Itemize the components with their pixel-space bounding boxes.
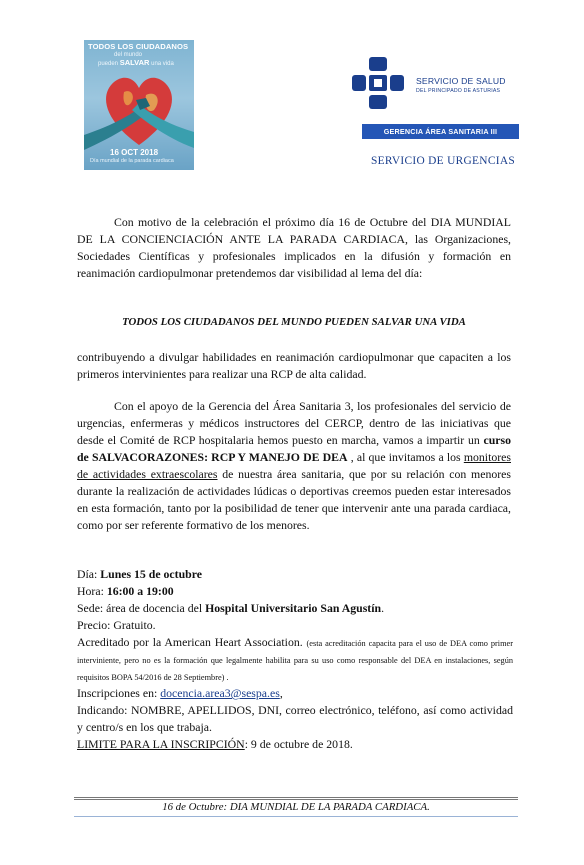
registration-label: Inscripciones en: bbox=[77, 686, 161, 700]
course-name: curso de SALVACORAZONES: RCP Y MANEJO DE DEA bbox=[77, 433, 511, 464]
paragraph-intro: Con motivo de la celebración el próximo día 16 de Octubre del DIA MUNDIAL DE LA CONCIENCIACIÓN ANTE LA PARADA CARDIACA, las Organizaciones, Sociedades Científicas y profesionales implicados en la difusión y formación en reanimación cardiopulmonar pretendemos dar visibilidad al lema del día: bbox=[77, 215, 511, 280]
logo-line-2: DEL PRINCIPADO DE ASTURIAS bbox=[416, 88, 501, 94]
poster-subtitle bbox=[88, 52, 192, 68]
info-registration bbox=[77, 685, 513, 702]
service-title: SERVICIO DE URGENCIAS bbox=[371, 155, 515, 167]
course-info bbox=[77, 566, 513, 753]
poster-footer-line: Día mundial de la parada cardiaca bbox=[90, 158, 174, 164]
info-venue bbox=[77, 600, 513, 617]
venue-label: Sede: área de docencia del bbox=[77, 601, 206, 615]
poster-sub-line-2 bbox=[88, 59, 192, 68]
info-day bbox=[77, 566, 513, 583]
venue-value: Hospital Universitario San Agustín bbox=[205, 601, 382, 615]
course-text-c: , al que invitamos a los bbox=[347, 450, 464, 464]
accreditation-note: (esta acreditación capacita para el uso de DEA como primer interviniente, pero no es la formación que legalmente habilita para su uso como responsable del DEA en instalaciones, según requisitos BOPA 54/2016 de 28 Septiembre) . bbox=[77, 639, 514, 682]
footer-rule-bottom bbox=[74, 816, 518, 817]
poster-sub-bold: SALVAR bbox=[119, 58, 150, 67]
course-target-audience: monitores de actividades extraescolares bbox=[77, 450, 511, 481]
info-deadline bbox=[77, 736, 513, 753]
poster-sub-post: una vida bbox=[151, 61, 174, 67]
gerencia-banner: GERENCIA ÁREA SANITARIA III bbox=[362, 124, 519, 139]
course-text-e: de nuestra área sanitaria, que por su relación con menores durante la realización de actividades lúdicas o deportivas creemos pueden estar interesados en esta formación, tanto por la posibilidad de tener que intervenir ante una parada cardiaca, como por ser referente formativo de los menores. bbox=[77, 467, 511, 532]
info-time bbox=[77, 583, 513, 600]
venue-end: . bbox=[381, 601, 385, 615]
sespa-logo-icon bbox=[352, 57, 404, 109]
registration-end: , bbox=[279, 686, 283, 700]
paragraph-course bbox=[77, 398, 511, 534]
info-accreditation bbox=[77, 634, 513, 685]
footer-text: 16 de Octubre: DIA MUNDIAL DE LA PARADA CARDIACA. bbox=[162, 801, 430, 813]
campaign-poster bbox=[84, 40, 194, 170]
motto: TODOS LOS CIUDADANOS DEL MUNDO PUEDEN SALVAR UNA VIDA bbox=[122, 316, 466, 328]
poster-date: 16 OCT 2018 bbox=[110, 148, 159, 157]
day-value: Lunes 15 de octubre bbox=[100, 567, 202, 581]
time-label: Hora: bbox=[77, 584, 107, 598]
paragraph-purpose: contribuyendo a divulgar habilidades en reanimación cardiopulmonar que capaciten a los primeros intervinientes para realizar una RCP de alta calidad. bbox=[77, 350, 511, 381]
info-price: Precio: Gratuito. bbox=[77, 618, 156, 632]
poster-title: TODOS LOS CIUDADANOS bbox=[88, 42, 189, 51]
footer-rule-top bbox=[74, 797, 518, 798]
poster-sub-pre: pueden bbox=[98, 61, 119, 67]
time-value: 16:00 a 19:00 bbox=[106, 584, 174, 598]
deadline-value: : 9 de octubre de 2018. bbox=[244, 737, 353, 751]
course-text-a: Con el apoyo de la Gerencia del Área Sanitaria 3, los profesionales del servicio de urgencias, enfermeras y médicos instructores del CERCP, dentro de las iniciativas que desde el Comité de RCP hospitalaria hemos puesto en marcha, vamos a impartir un bbox=[77, 399, 511, 447]
accreditation-text: Acreditado por la American Heart Association. bbox=[77, 635, 303, 649]
day-label: Día: bbox=[77, 567, 101, 581]
registration-email-link[interactable]: docencia.area3@sespa.es bbox=[160, 686, 280, 700]
info-required-fields: Indicando: NOMBRE, APELLIDOS, DNI, correo electrónico, teléfono, así como actividad y centro/s en los que trabaja. bbox=[77, 703, 513, 734]
poster-sub-line-1: del mundo bbox=[114, 52, 143, 58]
deadline-label: LIMITE PARA LA INSCRIPCIÓN bbox=[77, 737, 245, 751]
logo-line-1: SERVICIO DE SALUD bbox=[416, 76, 506, 86]
footer-rule-top-2 bbox=[74, 799, 518, 800]
